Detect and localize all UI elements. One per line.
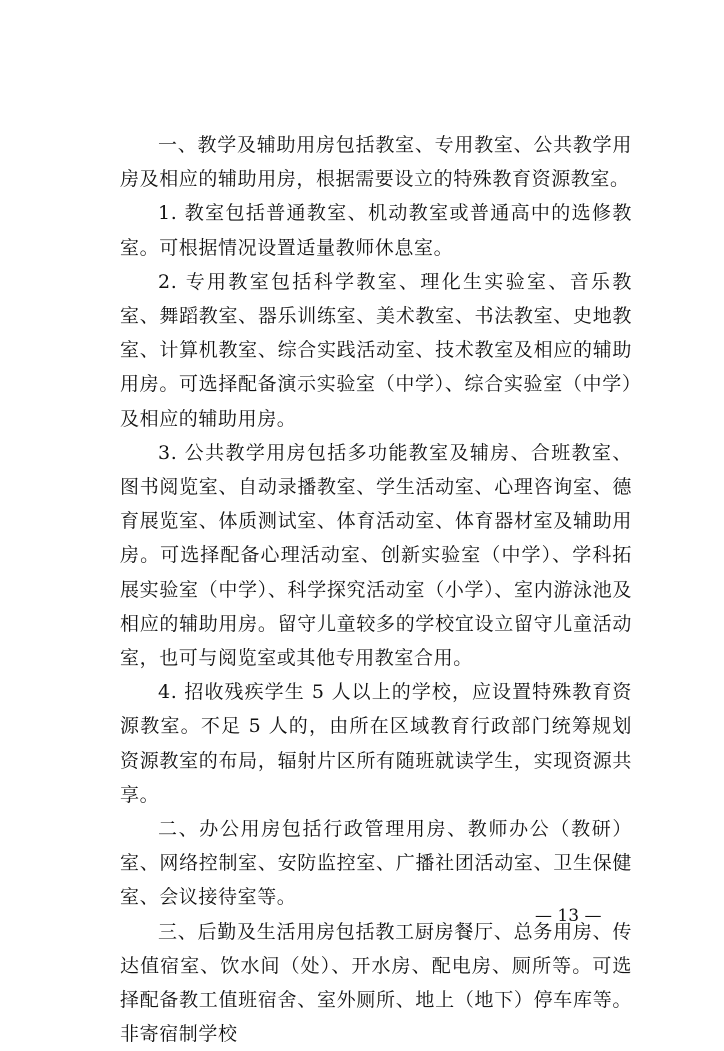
paragraph-teaching-rooms: 一、教学及辅助用房包括教室、专用教室、公共教学用房及相应的辅助用房，根据需要设立的特殊教育资源教室。 xyxy=(120,134,632,191)
paragraph-special-education-resource-room: 4. 招收残疾学生 5 人以上的学校，应设置特殊教育资源教室。不足 5 人的，由所在区域教育行政部门统筹规划资源教室的布局，辐射片区所有随班就读学生，实现资源共享。 xyxy=(120,681,632,806)
page-number: — 13 — xyxy=(535,906,602,926)
paragraph-logistics-rooms: 三、后勤及生活用房包括教工厨房餐厅、总务用房、传达值宿室、饮水间（处）、开水房、配电房、厕所等。可选择配备教工值班宿舍、室外厕所、地上（地下）停车库等。非寄宿制学校 xyxy=(120,920,632,1046)
paragraph-public-teaching-rooms: 3. 公共教学用房包括多功能教室及辅房、合班教室、图书阅览室、自动录播教室、学生活动室、心理咨询室、德育展览室、体质测试室、体育活动室、体育器材室及辅助用房。可选择配备心理活动室、创新实验室（中学）、学科拓展实验室（中学）、科学探究活动室（小学）、室内游泳池及相应的辅助用房。留守儿童较多的学校宜设立留守儿童活动室，也可与阅览室或其他专用教室合用。 xyxy=(120,441,632,670)
paragraph-office-rooms: 二、办公用房包括行政管理用房、教师办公（教研）室、网络控制室、安防监控室、广播社团活动室、卫生保健室、会议接待室等。 xyxy=(120,818,632,909)
paragraph-classrooms: 1. 教室包括普通教室、机动教室或普通高中的选修教室。可根据情况设置适量教师休息室。 xyxy=(120,202,632,259)
paragraph-special-classrooms: 2. 专用教室包括科学教室、理化生实验室、音乐教室、舞蹈教室、器乐训练室、美术教室、书法教室、史地教室、计算机教室、综合实践活动室、技术教室及相应的辅助用房。可选择配备演示实验室（中学）、综合实验室（中学）及相应的辅助用房。 xyxy=(120,270,632,430)
